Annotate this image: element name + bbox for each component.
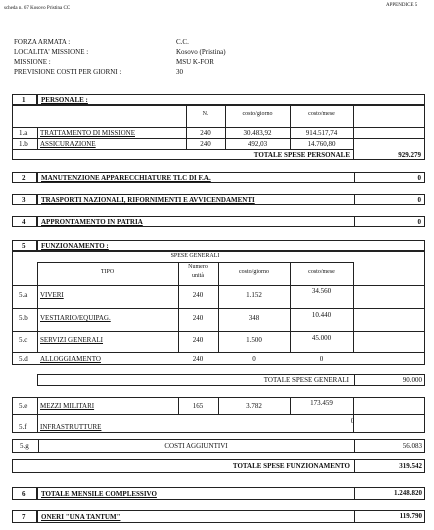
row-label-assicurazione: ASSICURAZIONE [40, 140, 96, 148]
row-label-mezzi: MEZZI MILITARI [40, 402, 95, 410]
col-header-tipo: TIPO [100, 269, 115, 275]
row-label-infrastrutture: INFRASTRUTTURE [40, 423, 102, 431]
row-mese-5a: 34.560 [311, 287, 332, 295]
info-label-giorni: PREVISIONE COSTI PER GIORNI : [14, 68, 122, 76]
section-2-value: 0 [417, 174, 421, 182]
row-n-5b: 240 [192, 314, 204, 322]
row-mese-5d: 0 [319, 355, 324, 363]
info-label-missione: MISSIONE : [14, 58, 51, 66]
row-code-5a: 5.a [19, 291, 28, 299]
col-header-costo-giorno: costo/giorno [242, 111, 273, 117]
col-header-numero: Numero [188, 264, 208, 270]
appendix-label: APPENDICE 5 [386, 3, 418, 8]
una-tantum-label: ONERI "UNA TANTUM" [41, 513, 121, 521]
row-giorno-5b: 348 [248, 314, 260, 322]
row-giorno-5a: 1.152 [246, 291, 262, 299]
totale-spese-generali-box [37, 374, 425, 386]
info-label-localita: LOCALITA' MISSIONE : [14, 48, 89, 56]
section-7-number: 7 [22, 513, 26, 521]
section-4-value: 0 [417, 218, 421, 226]
section-4-number: 4 [22, 218, 26, 226]
section-5-number-box [12, 240, 37, 251]
totale-mensile-label: TOTALE MENSILE COMPLESSIVO [41, 490, 157, 498]
row-giorno-5e: 3.782 [246, 402, 262, 410]
totale-personale-label: TOTALE SPESE PERSONALE [253, 151, 350, 159]
row-n-5c: 240 [192, 336, 204, 344]
row-label-viveri: VIVERI [40, 291, 64, 299]
section-2-box [37, 172, 425, 183]
section-6-number: 6 [22, 490, 26, 498]
section-3-number: 3 [22, 196, 26, 204]
row-label-trattamento: TRATTAMENTO DI MISSIONE [40, 129, 135, 137]
section-6-box [37, 487, 425, 500]
section-1-title: PERSONALE : [41, 96, 88, 104]
info-value-giorni: 30 [176, 68, 183, 76]
row-n-1a: 240 [200, 129, 211, 137]
totale-funzionamento-box [12, 459, 425, 473]
row-code-5g: 5.g [20, 442, 29, 450]
row-label-vestiario: VESTIARIO/EQUIPAG. [40, 314, 111, 322]
totale-spese-generali-value: 90.000 [402, 376, 422, 384]
row-n-1b: 240 [200, 140, 211, 148]
section-3-value: 0 [417, 196, 421, 204]
row-mese-5b: 10.440 [311, 311, 332, 319]
row-giorno-5d: 0 [252, 355, 256, 363]
col-header-costo-giorno-5: costo/giorno [239, 269, 269, 275]
section-4-number-box [12, 216, 37, 227]
row-n-5a: 240 [192, 291, 204, 299]
row-label-alloggiamento: ALLOGGIAMENTO [40, 355, 101, 363]
row-giorno-1a: 30.483,92 [243, 129, 272, 137]
section-3-number-box [12, 194, 37, 205]
section-4-box [37, 216, 425, 227]
row-mese-5c: 45.000 [311, 334, 332, 342]
row-code-5f: 5.f [19, 423, 27, 431]
totale-spese-generali-label: TOTALE SPESE GENERALI [263, 376, 349, 384]
col-header-costo-mese-5: costo/mese [308, 269, 335, 275]
section-3-box [37, 194, 425, 205]
row-code-5b: 5.b [19, 314, 28, 322]
col-header-costo-mese: costo/mese [308, 111, 335, 117]
row-code-5e: 5.e [19, 402, 28, 410]
section-1-number: 1 [22, 96, 26, 104]
section-6-number-box [12, 487, 37, 500]
row-mese-5f: 0 [350, 417, 355, 425]
document-reference: scheda n. 67 Kosovo Pristina CC [4, 6, 71, 11]
spese-generali-title: SPESE GENERALI [170, 253, 220, 259]
col-header-n: N. [202, 111, 209, 117]
section-3-label: TRASPORTI NAZIONALI, RIFORNIMENTI E AVVICENDAMENTI [41, 196, 255, 204]
section-1-number-box [12, 94, 37, 105]
row-giorno-5c: 1.500 [246, 336, 262, 344]
section-1-title-box [37, 94, 425, 105]
costi-aggiuntivi-value: 56.083 [402, 442, 422, 450]
row-code-1b: 1.b [19, 140, 28, 148]
row-label-servizi: SERVIZI GENERALI [40, 336, 104, 344]
section-7-box [37, 510, 425, 523]
row-giorno-1b: 492,03 [247, 140, 268, 148]
section-2-number-box [12, 172, 37, 183]
section-5-title: FUNZIONAMENTO : [41, 242, 109, 250]
costi-aggiuntivi-label: COSTI AGGIUNTIVI [164, 442, 228, 450]
section-5-number: 5 [22, 242, 26, 250]
row-n-5d: 240 [192, 355, 204, 363]
section-5-title-box [37, 240, 425, 251]
info-value-localita: Kosovo (Pristina) [176, 48, 226, 56]
section-2-label: MANUTENZIONE APPARECCHIATURE TLC DI F.A. [41, 174, 211, 182]
row-code-1a: 1.a [19, 129, 28, 137]
totale-funzionamento-value: 319.542 [399, 462, 422, 470]
totale-mensile-value: 1.248.820 [394, 489, 422, 497]
section-2-number: 2 [22, 174, 26, 182]
section-4-label: APPRONTAMENTO IN PATRIA [41, 218, 143, 226]
totale-personale-value: 929.279 [398, 151, 421, 159]
section-7-number-box [12, 510, 37, 523]
row-mese-1a: 914.517,74 [305, 129, 338, 137]
info-value-missione: MSU K-FOR [176, 58, 214, 66]
una-tantum-value: 119.790 [399, 512, 422, 520]
totale-funzionamento-label: TOTALE SPESE FUNZIONAMENTO [232, 462, 350, 470]
col-header-unita: unità [192, 273, 204, 279]
row-mese-1b: 14.760,80 [307, 140, 336, 148]
row-mese-5e: 173.459 [310, 399, 333, 407]
row-code-5c: 5.c [19, 336, 28, 344]
info-label-forza-armata: FORZA ARMATA : [14, 38, 71, 46]
costi-aggiuntivi-box [12, 439, 425, 453]
row-code-5d: 5.d [19, 355, 28, 363]
info-value-forza-armata: C.C. [176, 38, 189, 46]
row-n-5e: 165 [192, 402, 204, 410]
